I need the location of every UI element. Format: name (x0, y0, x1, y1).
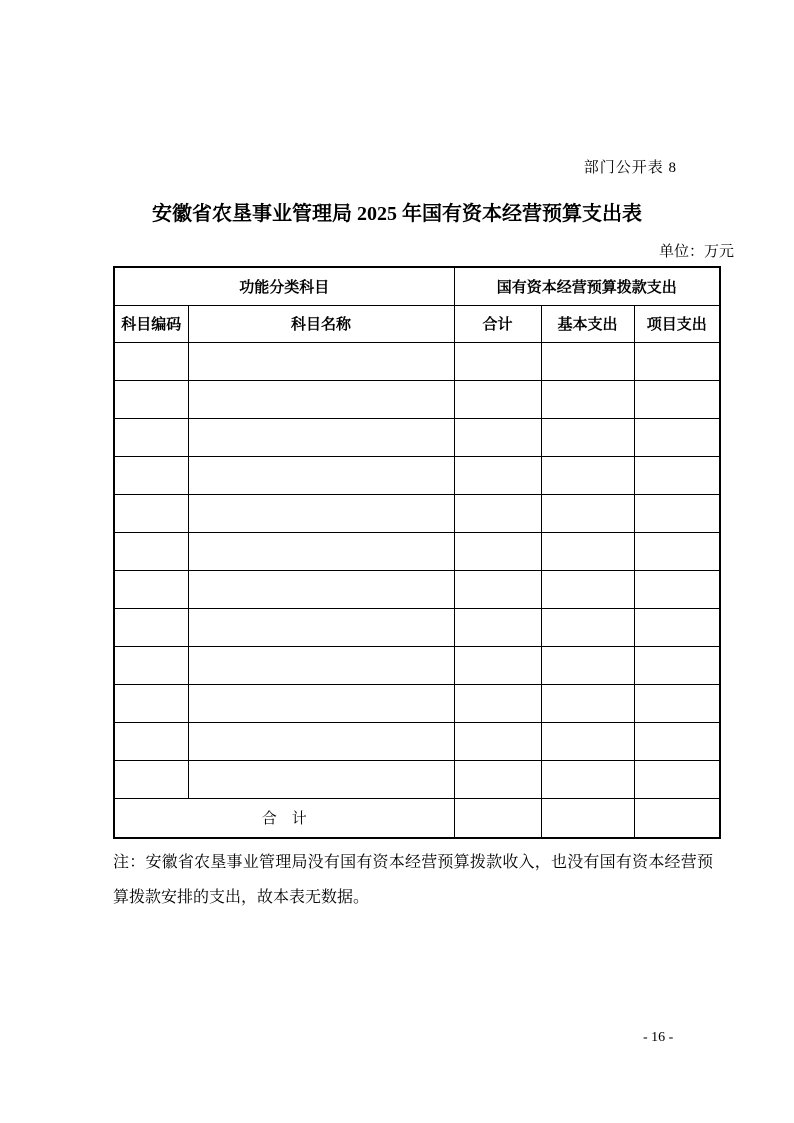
empty-cell (114, 418, 188, 456)
empty-row (114, 342, 720, 380)
empty-cell (541, 646, 634, 684)
header-column-row (114, 305, 720, 342)
empty-cell (454, 684, 541, 722)
unit-label: 单位：万元 (658, 244, 734, 260)
corner-table-label: 部门公开表 8 (583, 160, 677, 176)
empty-cell (454, 380, 541, 418)
empty-cell (541, 418, 634, 456)
empty-cell (454, 722, 541, 760)
empty-cell (634, 532, 720, 570)
footnote: 注：安徽省农垦事业管理局没有国有资本经营预算拨款收入，也没有国有资本经营预算拨款安排的支出，故本表无数据。 (113, 854, 713, 906)
total-value-project (634, 798, 720, 838)
col-header-project-expenditure: 项目支出 (634, 305, 720, 342)
empty-cell (188, 494, 454, 532)
empty-cell (541, 684, 634, 722)
empty-cell (454, 456, 541, 494)
col-header-subject-name: 科目名称 (188, 305, 454, 342)
empty-cell (114, 646, 188, 684)
header-group-state-capital-budget-expenditure: 国有资本经营预算拨款支出 (454, 267, 720, 305)
empty-cell (634, 570, 720, 608)
empty-cell (188, 684, 454, 722)
empty-cell (188, 342, 454, 380)
empty-row (114, 760, 720, 798)
col-header-subject-code: 科目编码 (114, 305, 188, 342)
empty-row (114, 456, 720, 494)
empty-row (114, 380, 720, 418)
empty-cell (541, 456, 634, 494)
empty-cell (634, 646, 720, 684)
empty-cell (541, 760, 634, 798)
empty-cell (454, 570, 541, 608)
empty-cell (541, 608, 634, 646)
table-footer (114, 798, 720, 838)
empty-cell (541, 570, 634, 608)
empty-cell (454, 760, 541, 798)
empty-cell (114, 570, 188, 608)
empty-cell (454, 608, 541, 646)
empty-row (114, 608, 720, 646)
col-header-total: 合计 (454, 305, 541, 342)
empty-cell (541, 722, 634, 760)
empty-cell (634, 418, 720, 456)
empty-cell (454, 494, 541, 532)
empty-cell (541, 532, 634, 570)
empty-cell (634, 342, 720, 380)
table-body (114, 342, 720, 798)
page-number: - 16 - (643, 1030, 674, 1045)
total-value-basic (541, 798, 634, 838)
header-group-row (114, 267, 720, 305)
empty-cell (114, 380, 188, 418)
empty-row (114, 646, 720, 684)
empty-cell (188, 532, 454, 570)
empty-cell (114, 684, 188, 722)
empty-cell (454, 646, 541, 684)
empty-cell (188, 380, 454, 418)
empty-row (114, 494, 720, 532)
empty-cell (114, 760, 188, 798)
empty-cell (634, 722, 720, 760)
empty-cell (454, 532, 541, 570)
empty-cell (114, 456, 188, 494)
empty-row (114, 684, 720, 722)
empty-cell (634, 494, 720, 532)
budget-table (113, 266, 721, 839)
total-row-label: 合 计 (114, 798, 454, 838)
empty-cell (454, 418, 541, 456)
empty-cell (114, 532, 188, 570)
empty-cell (454, 342, 541, 380)
empty-cell (188, 608, 454, 646)
empty-cell (188, 722, 454, 760)
col-header-basic-expenditure: 基本支出 (541, 305, 634, 342)
empty-cell (634, 684, 720, 722)
empty-cell (188, 760, 454, 798)
header-group-functional-classification: 功能分类科目 (114, 267, 454, 305)
empty-cell (541, 380, 634, 418)
empty-cell (634, 760, 720, 798)
empty-row (114, 532, 720, 570)
empty-cell (114, 608, 188, 646)
empty-cell (188, 418, 454, 456)
empty-cell (188, 570, 454, 608)
page-title: 安徽省农垦事业管理局 2025 年国有资本经营预算支出表 (152, 203, 642, 225)
empty-cell (114, 342, 188, 380)
empty-cell (634, 380, 720, 418)
empty-cell (541, 342, 634, 380)
empty-cell (634, 608, 720, 646)
total-row (114, 798, 720, 838)
empty-row (114, 418, 720, 456)
empty-cell (188, 646, 454, 684)
empty-row (114, 570, 720, 608)
empty-cell (541, 494, 634, 532)
empty-cell (634, 456, 720, 494)
total-value-total (454, 798, 541, 838)
empty-cell (114, 494, 188, 532)
empty-row (114, 722, 720, 760)
table-header (114, 267, 720, 342)
empty-cell (188, 456, 454, 494)
empty-cell (114, 722, 188, 760)
